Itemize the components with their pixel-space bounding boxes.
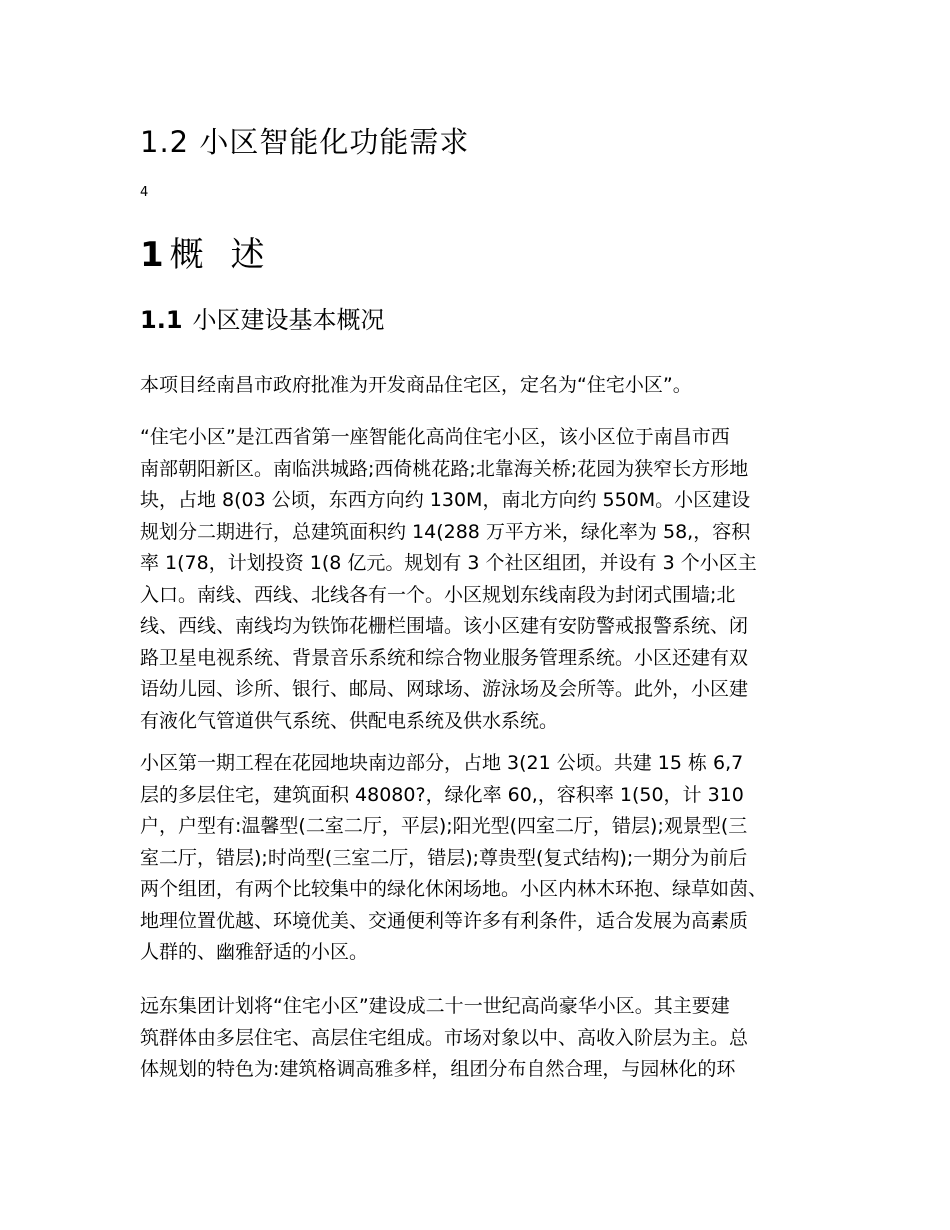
paragraph-overview: “住宅小区”是江西省第一座智能化高尚住宅小区，该小区位于南昌市西 南部朝阳新区。南临洪城路;西倚桃花路;北靠海关桥;花园为狭窄长方形地 块，占地 8(03 公顷，东西方向约 130M，南北方向约 550M。小区建设 规划分二期进行，总建筑面积约 14(288 万平方米，绿化率为 58,，容积 率 1(78，计划投资 1(8 亿元。规划有 3 个社区组团，并设有 3 个小区主 入口。南线、西线、北线各有一个。小区规划东线南段为封闭式围墙;北 线、西线、南线均为铁饰花栅栏围墙。该小区建有安防警戒报警系统、闭 路卫星电视系统、背景音乐系统和综合物业服务管理系统。小区还建有双 语幼儿园、诊所、银行、邮局、网球场、游泳场及会所等。此外，小区建 有液化气管道供气系统、供配电系统及供水系统。 [140, 426, 757, 732]
section-number: 1.1 [140, 306, 183, 334]
section-heading [140, 303, 385, 337]
chapter-number: 1 [140, 235, 164, 275]
chapter-title: 概 述 [169, 235, 273, 275]
section-title: 小区建设基本概况 [192, 306, 385, 334]
toc-page-number: 4 [140, 185, 149, 200]
paragraph-phase-one: 小区第一期工程在花园地块南边部分，占地 3(21 公顷。共建 15 栋 6,7 层的多层住宅，建筑面积 48080?，绿化率 60,，容积率 1(50，计 310 户，户型有:温馨型(二室二厅，平层);阳光型(四室二厅，错层);观景型(三 室二厅，错层);时尚型(三室二厅，错层);尊贵型(复式结构);一期分为前后 两个组团，有两个比较集中的绿化休闲场地。小区内林木环抱、绿草如茵、 地理位置优越、环境优美、交通便利等许多有利条件，适合发展为高素质 人群的、幽雅舒适的小区。 [140, 752, 768, 963]
paragraph-plan: 远东集团计划将“住宅小区”建设成二十一世纪高尚豪华小区。其主要建 筑群体由多层住宅、高层住宅组成。市场对象以中、高收入阶层为主。总 体规划的特色为:建筑格调高雅多样，组团分布自然合理，与园林化的环 [140, 995, 749, 1080]
toc-heading: 1.2 小区智能化功能需求 [140, 125, 470, 159]
paragraph-intro: 本项目经南昌市政府批准为开发商品住宅区，定名为“住宅小区”。 [140, 374, 692, 396]
chapter-heading [140, 232, 272, 278]
